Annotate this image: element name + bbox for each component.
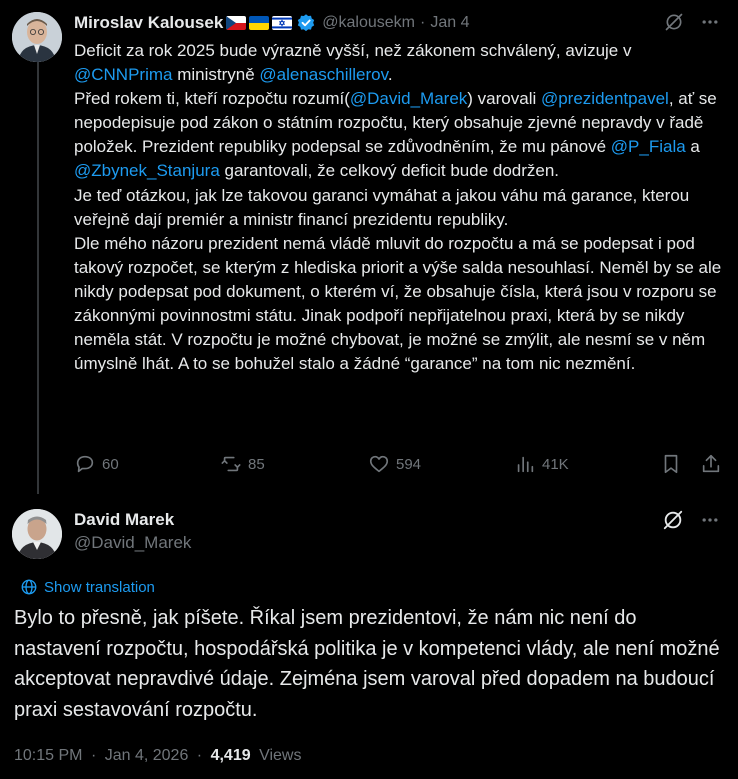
author-handle[interactable]: @David_Marek [74, 533, 192, 552]
reply-header [74, 509, 191, 555]
more-options-icon[interactable] [700, 510, 720, 530]
tweet-text-segment: garantovali, že celkový deficit bude dodržen. [219, 161, 560, 181]
mention-link[interactable]: @prezidentpavel [540, 89, 669, 109]
czech-flag-icon [226, 16, 246, 30]
reply-icon [74, 453, 96, 475]
grok-icon[interactable] [662, 509, 684, 531]
tweet-text-segment: Deficit za rok 2025 bude výrazně vyšší, než zákonem schválený, avizuje v [74, 41, 632, 60]
bookmark-button[interactable] [660, 453, 682, 475]
reply-time[interactable]: 10:15 PM [14, 747, 83, 764]
reply-views-label: Views [259, 747, 302, 764]
author-name[interactable]: David Marek [74, 510, 175, 529]
tweet-paragraph-4 [74, 232, 724, 377]
show-translation-label: Show translation [44, 578, 155, 596]
tweet-text-segment: a [685, 137, 700, 157]
reply-text [14, 603, 726, 725]
mention-link[interactable]: @CNNPrima [74, 65, 173, 85]
reply-button[interactable] [74, 453, 119, 475]
tweet-text-segment: ministryně [172, 65, 260, 85]
mention-link[interactable]: @Zbynek_Stanjura [74, 161, 220, 181]
mention-link[interactable]: @David_Marek [349, 89, 468, 109]
separator-dot: · [420, 14, 426, 31]
verified-badge-icon[interactable] [296, 13, 316, 33]
view-count: 41K [542, 455, 569, 473]
tweet-top-actions [664, 12, 720, 32]
globe-icon [20, 578, 38, 596]
reply-meta [14, 747, 301, 765]
views-chart-icon [514, 453, 536, 475]
reply-views-count: 4,419 [210, 747, 251, 764]
tweet-header [74, 12, 469, 34]
repost-button[interactable] [220, 453, 265, 475]
reply-date[interactable]: Jan 4, 2026 [104, 747, 189, 764]
tweet-text-segment: , ať se nepodepisuje pod zákon o státním rozpočtu, který obsahuje zjevné nepravdy v řadě položek. Prezident republiky podepsal se zdůvodněním, že mu pánové [74, 89, 717, 157]
tweet-text [74, 39, 724, 376]
show-translation-link[interactable] [14, 578, 155, 596]
repost-icon [220, 453, 242, 475]
more-options-icon[interactable] [700, 12, 720, 32]
tweet-text-segment: ) varovali [467, 89, 541, 109]
like-count: 594 [396, 455, 422, 473]
tweet-paragraph-3 [74, 184, 724, 232]
avatar-kalousek[interactable] [12, 12, 62, 62]
israel-flag-icon [272, 16, 292, 30]
reply-count: 60 [102, 455, 119, 473]
tweet-actions [74, 453, 724, 479]
mention-link[interactable]: @alenaschillerov [259, 65, 388, 85]
mention-link[interactable]: @P_Fiala [610, 137, 686, 157]
heart-icon [368, 453, 390, 475]
tweet-text-segment: Je teď otázkou, jak lze takovou garanci vymáhat a jakou váhu má garance, kterou veřejně dají premiér a ministr financí prezidentu republiky. [74, 185, 690, 229]
tweet-paragraph-2 [74, 87, 724, 183]
tweet-paragraph-1 [74, 39, 724, 87]
tweet-text-segment: . [387, 65, 393, 85]
separator-dot: · [90, 747, 97, 764]
tweet-text-segment: Před rokem ti, kteří rozpočtu rozumí( [74, 89, 350, 109]
avatar-marek[interactable] [12, 509, 62, 559]
thread-line [37, 62, 39, 494]
share-icon [700, 453, 722, 475]
separator-dot: · [196, 747, 203, 764]
share-button[interactable] [700, 453, 722, 475]
reply-body: Bylo to přesně, jak píšete. Říkal jsem prezidentovi, že nám nic není do nastavení rozpočtu, hospodářská politika je v kompetenci vlády, ale není možné akceptovat nepravdivé údaje. Zejména jsem varoval před dopadem na budoucí praxi sestavování rozpočtu. [14, 607, 720, 721]
ukraine-flag-icon [249, 16, 269, 30]
author-handle[interactable]: @kalousekm [322, 14, 415, 31]
like-button[interactable] [368, 453, 421, 475]
tweet-text-segment: Dle mého názoru prezident nemá vládě mluvit do rozpočtu a má se podepsat i pod takový rozpočet, se kterým z hlediska priorit a výše salda nesouhlasí. Neměl by se ale nikdy podepsat pod dokument, o kterém ví, že obsahuje čísla, která jsou v rozporu se zákonnými povinnostmi státu. Jinak podpoří nepřijatelnou praxi, která by se nikdy neměla stát. V rozpočtu je možné chybovat, je možné se zmýlit, ale nesmí se v něm úmyslně lhát. A to se bohužel stalo a žádné “garance” na tom nic nezmění. [74, 233, 722, 374]
reply-top-actions [662, 509, 720, 531]
bookmark-icon [660, 453, 682, 475]
author-name[interactable]: Miroslav Kalousek [74, 13, 224, 32]
grok-icon[interactable] [664, 12, 684, 32]
tweet-date[interactable]: Jan 4 [430, 14, 470, 31]
repost-count: 85 [248, 455, 265, 473]
views-button[interactable] [514, 453, 569, 475]
